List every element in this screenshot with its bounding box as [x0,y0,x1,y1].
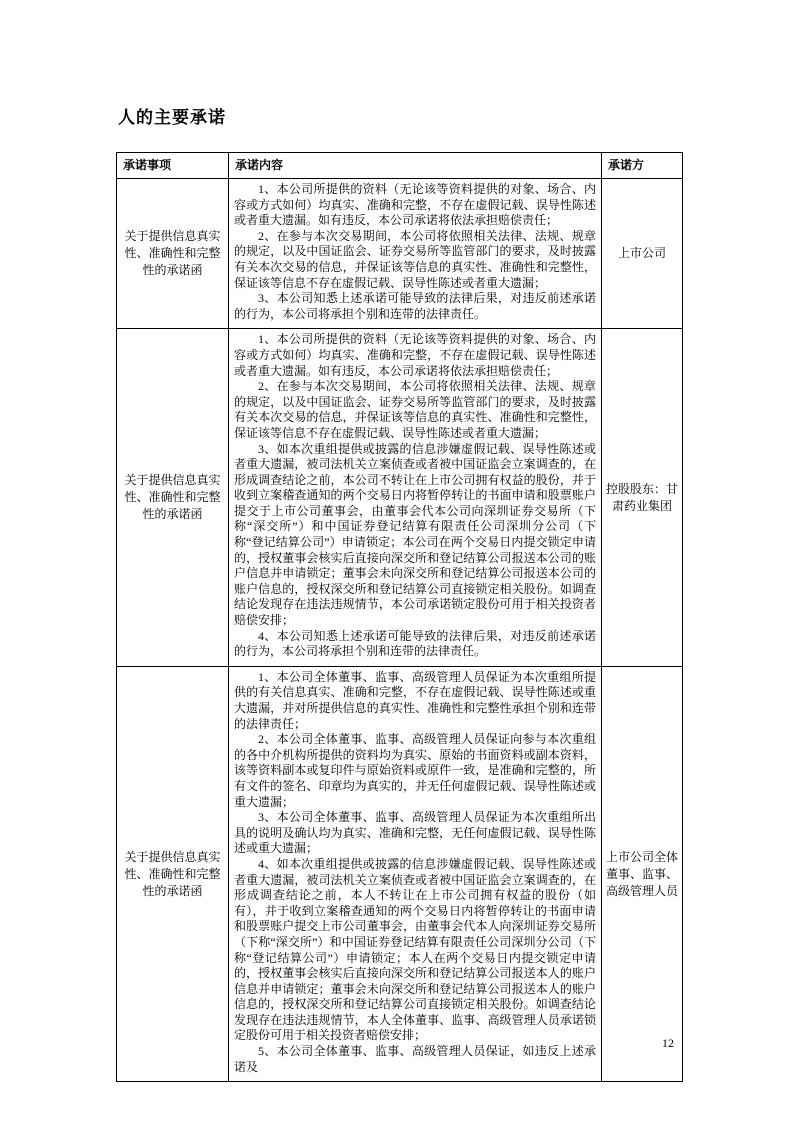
column-header-commitment-item: 承诺事项 [117,153,229,179]
commitment-party-cell: 控股股东：甘肃药业集团 [602,329,683,666]
commitment-paragraph: 3、本公司知悉上述承诺可能导致的法律后果，对违反前述承诺的行为，本公司将承担个别和连带的法律责任。 [234,291,596,321]
commitment-paragraph: 1、本公司所提供的资料（无论该等资料提供的对象、场合、内容或方式如何）均真实、准确和完整，不存在虚假记载、误导性陈述或者重大遗漏。如有违反，本公司承诺将依法承担赔偿责任； [234,332,596,378]
commitment-content-cell [229,329,602,666]
commitment-content-cell [229,179,602,329]
commitment-item-cell: 关于提供信息真实性、准确性和完整性的承诺函 [117,329,229,666]
commitment-paragraph: 3、本公司全体董事、监事、高级管理人员保证为本次重组所出具的说明及确认均为真实、准确和完整，无任何虚假记载、误导性陈述或重大遗漏； [234,810,596,856]
commitment-paragraph: 2、在参与本次交易期间，本公司将依照相关法律、法规、规章的规定，以及中国证监会、证券交易所等监管部门的要求，及时披露有关本次交易的信息，并保证该等信息的真实性、准确性和完整性，保证该等信息不存在虚假记载、误导性陈述或者重大遗漏； [234,228,596,290]
commitment-paragraph: 3、如本次重组提供或披露的信息涉嫌虚假记载、误导性陈述或者重大遗漏，被司法机关立案侦查或者被中国证监会立案调查的，在形成调查结论之前，本公司不转让在上市公司拥有权益的股份，并于收到立案稽查通知的两个交易日内将暂停转让的书面申请和股票账户提交于上市公司董事会，由董事会代本公司向深圳证券交易所（下称“深交所”）和中国证券登记结算有限责任公司深圳分公司（下称“登记结算公司”）申请锁定；本公司在两个交易日内提交锁定申请的，授权董事会核实后直接向深交所和登记结算公司报送本公司的账户信息并申请锁定；董事会未向深交所和登记结算公司报送本公司的账户信息的，授权深交所和登记结算公司直接锁定相关股份。如调查结论发现存在违法违规情节，本公司承诺锁定股份可用于相关投资者赔偿安排； [234,441,596,628]
commitment-paragraph: 4、如本次重组提供或披露的信息涉嫌虚假记载、误导性陈述或者重大遗漏，被司法机关立案侦查或者被中国证监会立案调查的，在形成调查结论之前，本人不转让在上市公司拥有权益的股份（如有），并于收到立案稽查通知的两个交易日内将暂停转让的书面申请和股票账户提交上市公司董事会，由董事会代本人向深圳证券交易所（下称“深交所”）和中国证券登记结算有限责任公司深圳分公司（下称“登记结算公司”）申请锁定；本人在两个交易日内提交锁定申请的，授权董事会核实后直接向深交所和登记结算公司报送本人的账户信息并申请锁定；董事会未向深交所和登记结算公司报送本人的账户信息的，授权深交所和登记结算公司直接锁定相关股份。如调查结论发现存在违法违规情节，本人全体董事、监事、高级管理人员承诺锁定股份可用于相关投资者赔偿安排； [234,856,596,1043]
table-row [117,179,683,329]
commitment-paragraph: 1、本公司所提供的资料（无论该等资料提供的对象、场合、内容或方式如何）均真实、准确和完整，不存在虚假记载、误导性陈述或者重大遗漏。如有违反，本公司承诺将依法承担赔偿责任； [234,182,596,228]
column-header-commitment-content: 承诺内容 [229,153,602,179]
commitments-table [116,152,683,1082]
table-header-row [117,153,683,179]
commitment-item-cell: 关于提供信息真实性、准确性和完整性的承诺函 [117,666,229,1081]
commitment-party-cell: 上市公司 [602,179,683,329]
commitment-paragraph: 1、本公司全体董事、监事、高级管理人员保证为本次重组所提供的有关信息真实、准确和完整，不存在虚假记载、误导性陈述或重大遗漏，并对所提供信息的真实性、准确性和完整性承担个别和连带的法律责任； [234,669,596,731]
page-content [116,103,682,1082]
page-number: 12 [662,1036,674,1050]
commitment-content-cell [229,666,602,1081]
table-row [117,666,683,1081]
commitment-party-cell: 上市公司全体董事、监事、高级管理人员 [602,666,683,1081]
page-title: 人的主要承诺 [118,108,226,127]
commitment-item-cell: 关于提供信息真实性、准确性和完整性的承诺函 [117,179,229,329]
commitment-paragraph: 2、本公司全体董事、监事、高级管理人员保证向参与本次重组的各中介机构所提供的资料均为真实、原始的书面资料或副本资料，该等资料副本或复印件与原始资料或原件一致，是准确和完整的，所有文件的签名、印章均为真实的，并无任何虚假记载、误导性陈述或重大遗漏； [234,732,596,809]
commitment-paragraph: 5、本公司全体董事、监事、高级管理人员保证，如违反上述承诺及 [234,1044,596,1074]
commitment-paragraph: 2、在参与本次交易期间，本公司将依照相关法律、法规、规章的规定，以及中国证监会、证券交易所等监管部门的要求，及时披露有关本次交易的信息，并保证该等信息的真实性、准确性和完整性，保证该等信息不存在虚假记载、误导性陈述或者重大遗漏； [234,379,596,440]
commitment-paragraph: 4、本公司知悉上述承诺可能导致的法律后果，对违反前述承诺的行为，本公司将承担个别和连带的法律责任。 [234,628,596,659]
table-row [117,329,683,666]
column-header-commitment-party: 承诺方 [602,153,683,179]
